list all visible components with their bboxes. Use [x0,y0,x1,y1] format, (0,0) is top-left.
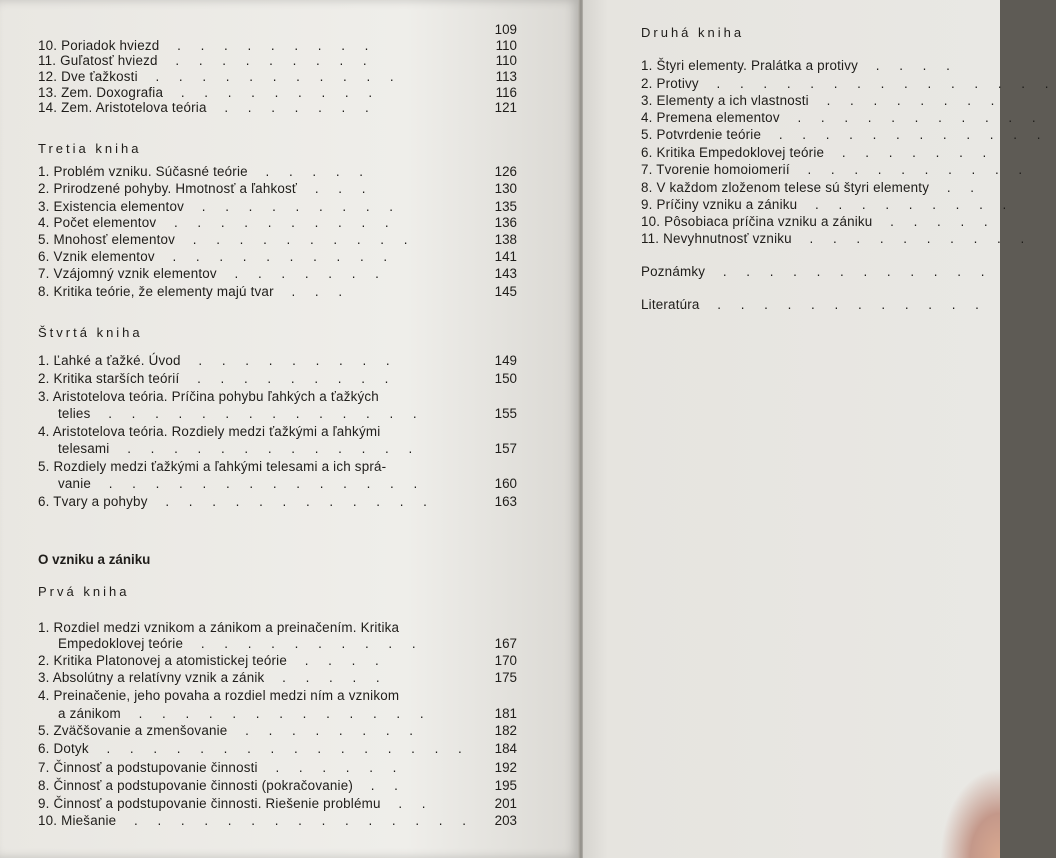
toc-entry-label: 3. Absolútny a relatívny vznik a zánik [38,670,265,685]
toc-entry [38,181,373,196]
toc-leader-dots: . . . . . . . . . . [160,249,396,264]
toc-page-number: 182 [494,723,517,738]
toc-page-number: 160 [494,476,517,491]
toc-entry-label: 5. Mnohosť elementov [38,232,176,247]
toc-entry [641,162,1030,177]
toc-leader-dots: . . . . . . . . . . [181,232,416,247]
toc-entry [38,688,399,703]
toc-leader-dots: . . . . . . . . . [163,53,375,68]
toc-entry-label: 2. Prirodzené pohyby. Hmotnosť a ľahkosť [38,181,298,196]
toc-entry [38,249,395,264]
toc-entry [641,76,1056,91]
toc-entry-label: 9. Činnosť a podstupovanie činnosti. Riešenie problému [38,796,381,811]
toc-entry-label: 3. Aristotelova teória. Príčina pohybu ľahkých a ťažkých [38,389,379,404]
toc-leader-dots: . . . . . . . . . . . . . . . [122,813,474,828]
toc-page-number: 121 [494,100,517,115]
toc-page-number: 138 [494,232,517,247]
toc-leader-dots: . . . . . . . . [814,93,1003,108]
toc-page-number: 141 [494,249,517,264]
toc-leader-dots: . . . . . . [263,760,405,775]
toc-entry [38,266,387,281]
toc-entry [38,670,388,685]
toc-entry [38,796,434,811]
toc-entry-label: 9. Príčiny vzniku a zániku [641,197,798,212]
finger-shadow [940,768,1000,858]
toc-leader-dots: . . . . . . . . . [186,353,398,368]
toc-page-number: 109 [494,22,517,37]
toc-page-number: 110 [495,53,517,68]
toc-entry [38,620,399,635]
toc-leader-dots: . . . . . . . . . [190,199,401,214]
toc-leader-dots: . . . . . . . . . . . . [705,297,987,312]
toc-leader-dots: . . . [303,181,374,196]
section-heading-prva-kniha: Prvá kniha [38,584,130,599]
toc-leader-dots: . . . . . . . . . . [189,636,424,651]
toc-leader-dots: . . . . [864,58,958,73]
toc-entry-label: 1. Rozdiel medzi vznikom a zánikom a preinačením. Kritika [38,620,400,635]
toc-page-number: 192 [494,760,517,775]
toc-entry-label: 6. Tvary a pohyby [38,494,148,509]
toc-entry [641,180,982,195]
toc-entry [641,127,1048,142]
toc-leader-dots: . . . . . . . . . . . . . [126,706,432,721]
toc-page-number: 136 [494,215,517,230]
toc-entry [58,706,432,721]
toc-entry [641,264,992,279]
toc-entry [38,459,386,474]
toc-leader-dots: . . . . . . . . . . . . . [115,441,421,456]
toc-entry-label: 14. Zem. Aristotelova teória [38,100,207,115]
toc-entry [38,164,371,179]
toc-leader-dots: . . . . . . . [830,145,995,160]
toc-leader-dots: . . . . . . . . . . . . [767,127,1049,142]
toc-page-number: 203 [494,813,517,828]
toc-leader-dots: . . . . . . . [212,100,377,115]
toc-page-number: 110 [495,38,517,53]
toc-page-number: 135 [494,199,517,214]
toc-page-number: 143 [494,266,517,281]
toc-page-number: 130 [494,181,517,196]
toc-entry-label: 1. Štyri elementy. Pralátka a protivy [641,58,859,73]
toc-entry-label: Empedoklovej teórie [58,636,184,651]
toc-entry [38,424,380,439]
toc-entry [38,85,380,100]
toc-entry [38,389,379,404]
toc-entry-label: 11. Nevyhnutnosť vzniku [641,231,792,246]
toc-entry [641,145,994,160]
toc-entry [38,813,474,828]
toc-entry [38,53,375,68]
toc-entry-label: 2. Kritika starších teórií [38,371,180,386]
toc-leader-dots: . . . . . . . [222,266,387,281]
toc-page-number: 126 [494,164,517,179]
toc-entry-label: 5. Rozdiely medzi ťažkými a ľahkými telesami a ich sprá- [38,459,387,474]
toc-page-number: 184 [494,741,517,756]
toc-leader-dots: . . . . . . . . . [803,197,1015,212]
toc-entry-label: 5. Zväčšovanie a zmenšovanie [38,723,228,738]
toc-leader-dots: . . . . . . . . . [185,371,397,386]
toc-entry-label: 11. Guľatosť hviezd [38,53,158,68]
toc-entry-label: 2. Kritika Platonovej a atomistickej teórie [38,653,287,668]
toc-leader-dots: . . . . . [270,670,388,685]
section-heading-stvrta-kniha: Štvrtá kniha [38,325,143,340]
toc-entry [38,215,397,230]
toc-leader-dots: . . . . . . . . . . . . . . [97,476,426,491]
toc-page-number: 116 [495,85,517,100]
toc-entry [38,371,396,386]
toc-entry-label: 6. Vznik elementov [38,249,155,264]
toc-page-number: 170 [494,653,517,668]
toc-entry-label: 10. Pôsobiaca príčina vzniku a zániku [641,214,873,229]
toc-entry [38,760,404,775]
toc-entry-label: Literatúra [641,297,700,312]
toc-entry [38,723,421,738]
toc-leader-dots: . . . . . . . . . . [797,231,1033,246]
toc-leader-dots: . . . . . . . . . . [162,215,397,230]
toc-page-number: 175 [494,670,517,685]
toc-entry [38,69,402,84]
toc-entry [38,232,415,247]
toc-entry-label: 7. Tvorenie homoiomerií [641,162,790,177]
toc-entry-label: telies [58,406,91,421]
toc-entry-label: telesami [58,441,110,456]
toc-entry-label: 3. Existencia elementov [38,199,185,214]
toc-leader-dots: . . . . . . . . . . . . . . . . [94,741,470,756]
toc-entry [641,214,996,229]
toc-leader-dots: . . . . . [253,164,372,179]
toc-entry-label: 4. Počet elementov [38,215,157,230]
toc-entry-label: 7. Vzájomný vznik elementov [38,266,217,281]
toc-entry-label: a zánikom [58,706,121,721]
toc-entry-label: 4. Aristotelova teória. Rozdiely medzi ťažkými a ľahkými [38,424,381,439]
toc-page-number: 113 [495,69,517,84]
toc-entry [38,284,350,299]
toc-entry-label: 1. Problém vzniku. Súčasné teórie [38,164,248,179]
toc-entry-label: 3. Elementy a ich vlastnosti [641,93,809,108]
section-heading-tretia-kniha: Tretia kniha [38,141,142,156]
toc-entry-label: 6. Dotyk [38,741,89,756]
toc-entry [641,297,987,312]
toc-entry [641,231,1032,246]
toc-leader-dots: . . [935,180,982,195]
toc-entry-label: 10. Poriadok hviezd [38,38,160,53]
toc-leader-dots: . . [386,796,434,811]
toc-entry [58,476,425,491]
toc-leader-dots: . . . . . . . . . . [795,162,1031,177]
toc-leader-dots: . . . . . . . . . . . . . . [96,406,425,421]
toc-page-number: 163 [494,494,517,509]
toc-page-number: 167 [494,636,517,651]
toc-entry [38,353,398,368]
toc-entry [641,58,958,73]
toc-entry-label: vanie [58,476,92,491]
toc-entry-label: 1. Ľahké a ťažké. Úvod [38,353,181,368]
toc-entry [38,100,377,115]
section-heading-druha-kniha: Druhá kniha [641,25,745,40]
toc-leader-dots: . . [359,778,406,793]
toc-leader-dots: . . . . . . . . . [169,85,381,100]
toc-entry [58,406,425,421]
toc-entry-label: 8. V každom zloženom telese sú štyri elementy [641,180,930,195]
toc-entry-label: 10. Miešanie [38,813,117,828]
toc-entry-label: 8. Činnosť a podstupovanie činnosti (pokračovanie) [38,778,354,793]
toc-leader-dots: . . . . . . . . . . . [785,110,1044,125]
book-title-o-vzniku-a-zaniku: O vzniku a zániku [38,552,151,567]
toc-leader-dots: . . . [279,284,351,299]
toc-entry [38,778,406,793]
toc-page-number: 157 [494,441,517,456]
toc-entry-label: Poznámky [641,264,706,279]
toc-page-number: 195 [494,778,517,793]
toc-leader-dots: . . . . . . . . . . . [143,69,402,84]
toc-entry-label: 2. Protivy [641,76,699,91]
toc-entry-label: 13. Zem. Doxografia [38,85,164,100]
toc-leader-dots: . . . . . . . . . [165,38,377,53]
toc-entry [58,441,420,456]
toc-page-number: 155 [494,406,517,421]
toc-entry-label: 4. Premena elementov [641,110,780,125]
toc-entry [38,741,470,756]
toc-leader-dots: . . . . . . . . . . . . . . . [704,76,1056,91]
toc-page-number: 201 [494,796,517,811]
toc-entry [38,199,401,214]
toc-entry [641,93,1002,108]
toc-entry [641,110,1044,125]
toc-entry [38,653,387,668]
toc-entry-label: 4. Preinačenie, jeho povaha a rozdiel medzi ním a vznikom [38,688,400,703]
toc-entry-label: 5. Potvrdenie teórie [641,127,762,142]
toc-leader-dots: . . . . . . . . . . . . [711,264,993,279]
toc-page-number: 181 [494,706,517,721]
toc-entry [38,38,376,53]
toc-page-number: 150 [494,371,517,386]
toc-entry-label: 12. Dve ťažkosti [38,69,138,84]
toc-leader-dots: . . . . . . . . . . . . [153,494,435,509]
toc-entry [58,636,424,651]
toc-leader-dots: . . . . . [878,214,996,229]
toc-page-number: 145 [494,284,517,299]
toc-entry-label: 6. Kritika Empedoklovej teórie [641,145,825,160]
toc-entry [641,197,1014,212]
toc-entry-label: 8. Kritika teórie, že elementy majú tvar [38,284,274,299]
toc-leader-dots: . . . . . . . . [233,723,421,738]
toc-page-number: 149 [494,353,517,368]
toc-entry [38,494,435,509]
toc-leader-dots: . . . . [293,653,387,668]
toc-entry-label: 7. Činnosť a podstupovanie činnosti [38,760,258,775]
